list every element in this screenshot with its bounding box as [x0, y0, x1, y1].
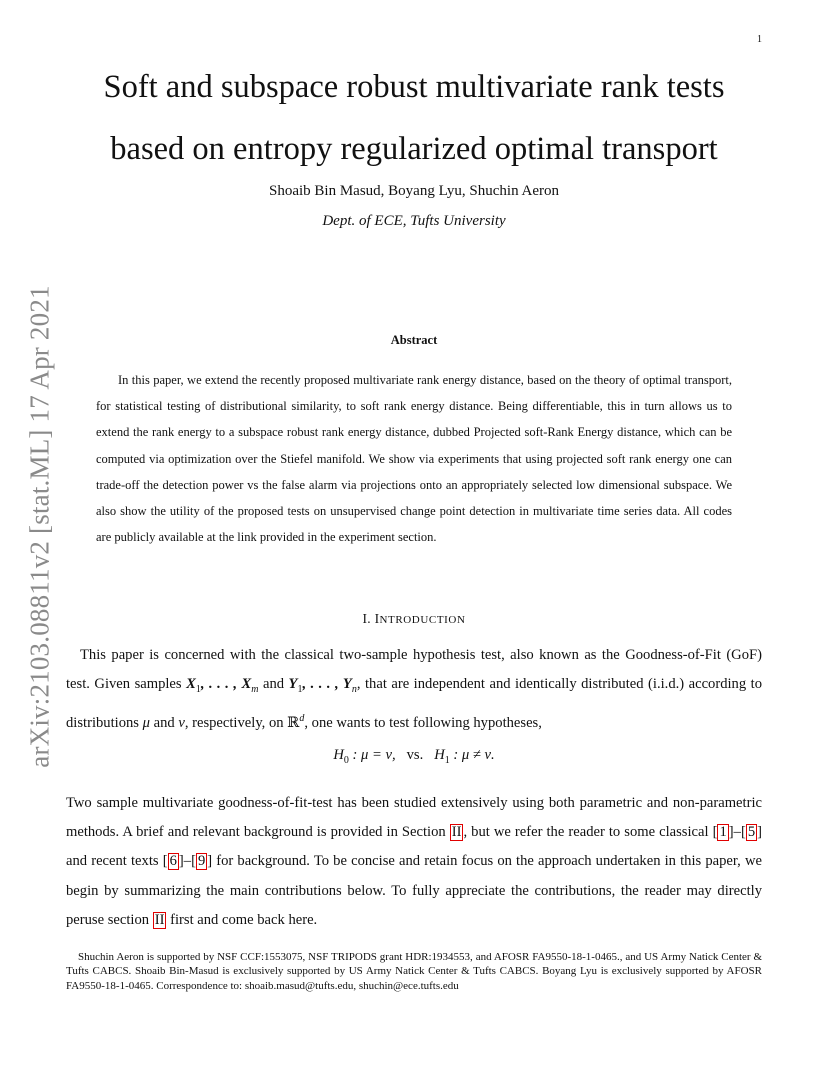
paper-title-line-1: Soft and subspace robust multivariate rank tests — [103, 69, 725, 105]
math-sample-y: $Y_1$, . . . , $Y_n$ — [288, 676, 357, 696]
math-sample-x: $X_1$, . . . , $X_m$ — [186, 676, 259, 696]
abstract-heading: Abstract — [390, 333, 438, 347]
funding-footnote: Shuchin Aeron is supported by NSF CCF:1553075, NSF TRIPODS grant HDR:1934553, and AFOSR FA9550-18-1-0465., and US Army Natick Center & Tufts CABCS. Shoaib Bin-Masud is exclusively supported by US Army Natick Center & Tufts CABCS. Boyang Lyu is exclusively supported by AFOSR FA9550-18-1-0465. Correspondence to: shoaib.masud@tufts.edu, shuchin@ece.tufts.edu — [66, 951, 762, 992]
paper-title-line-2: based on entropy regularized optimal transport — [110, 131, 718, 167]
page-number: 1 — [757, 34, 762, 45]
paper-title — [66, 56, 762, 180]
section-heading-introduction — [66, 611, 762, 627]
citation-link-6[interactable]: 6 — [169, 853, 177, 870]
math-mu: μ — [142, 715, 150, 732]
author-affiliation: Dept. of ECE, Tufts University — [322, 213, 506, 229]
section-link-ii[interactable]: II — [451, 824, 462, 841]
section-link-ii-second[interactable]: II — [154, 911, 165, 928]
math-real-space: ℝ$^d$ — [287, 713, 305, 732]
abstract-body: In this paper, we extend the recently proposed multivariate rank energy distance, based on the theory of optimal transport, for statistical testing of distributional similarity, to soft rank energy distance. Being differentiable, this in turn allows us to extend the rank energy to a subspace robust rank energy distance, dubbed Projected soft-Rank Energy distance, which can be computed via optimization over the Stiefel manifold. We show via experiments that using projected soft rank energy one can trade-off the detection power vs the false alarm via projections onto an appropriately selected low dimensional subspace. We also show the utility of the proposed tests on unsupervised change point detection in multivariate time series data. All codes are publicly available at the link provided in the experiment section. — [96, 373, 732, 545]
intro-paragraph-2: Two sample multivariate goodness-of-fit-test has been studied extensively using both parametric and non-parametric methods. A brief and relevant background is provided in Section II , but we refer the reader to some classical [ 1 ]–[ 5 ] and recent texts [ 6 ]–[ 9 ] for background. To be concise and retain focus on the approach undertaken in this paper, we begin by summarizing the main contributions below. To fully appreciate the contributions, the reader may directly peruse section II first and come back here. — [66, 795, 762, 928]
citation-link-9[interactable]: 9 — [197, 853, 206, 870]
hypothesis-equation: $H_0$ : μ = ν, vs. $H_1$ : μ ≠ ν. — [333, 747, 495, 766]
arxiv-identifier-stamp — [24, 280, 56, 772]
citation-link-5[interactable]: 5 — [747, 824, 756, 841]
intro-paragraph-1: This paper is concerned with the classical two-sample hypothesis test, also known as the Goodness-of-Fit (GoF) test. Given samples $X_1$, . . . , $X_m$ and $Y_1$, . . . , $Y_n$, that are independent and identically distributed (i.i.d.) according to distributions μ and ν, respectively, on ℝ$^d$, one wants to test following hypotheses, — [66, 647, 762, 732]
math-nu: ν — [178, 715, 185, 732]
section-title: INTRODUCTION — [374, 611, 466, 626]
citation-link-1[interactable]: 1 — [719, 824, 727, 841]
arxiv-identifier-text: arXiv:2103.08811v2 [stat.ML] 17 Apr 2021 — [24, 284, 55, 768]
section-number: I. — [362, 611, 371, 626]
author-list: Shoaib Bin Masud, Boyang Lyu, Shuchin Aeron — [269, 183, 559, 199]
